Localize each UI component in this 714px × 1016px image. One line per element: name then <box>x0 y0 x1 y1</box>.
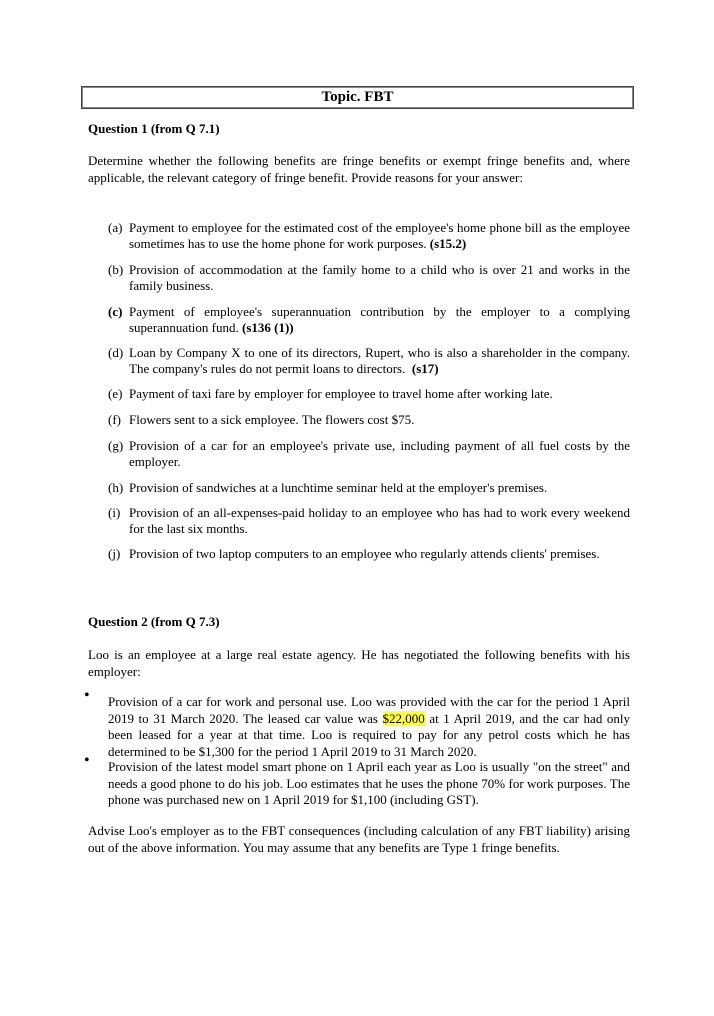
highlighted-value: $22,000 <box>382 710 425 726</box>
list-item-f: (f) Flowers sent to a sick employee. The flowers cost $75. <box>108 412 415 427</box>
list-item-g: (g) Provision of a car for an employee's private use, including payment of all fuel costs by the employer. <box>108 438 630 469</box>
question-2-heading: Question 2 (from Q 7.3) <box>88 614 220 629</box>
question-1-heading: Question 1 (from Q 7.1) <box>88 121 220 136</box>
bullet-icon: • <box>84 752 90 769</box>
list-item-e: (e) Payment of taxi fare by employer for employee to travel home after working late. <box>108 386 553 401</box>
list-item-j: (j) Provision of two laptop computers to an employee who regularly attends clients' premises. <box>108 546 600 561</box>
list-item-h: (h) Provision of sandwiches at a lunchtime seminar held at the employer's premises. <box>108 480 548 495</box>
section-reference: (s15.2) <box>429 236 467 251</box>
topic-title: Topic. FBT <box>81 86 634 109</box>
bullet-item-car: • Provision of a car for work and personal use. Loo was provided with the car for the period 1 April 2019 to 31 March 2020. The leased car value was $22,000 at 1 April 2019, and the car had only been leased for a year at that time. Loo is required to pay for any petrol costs which he has determined to be $1,300 for the period 1 April 2019 to 31 March 2020. <box>84 687 630 759</box>
closing-instruction: Advise Loo's employer as to the FBT consequences (including calculation of any FBT liability) arising out of the above information. You may assume that any benefits are Type 1 fringe benefits. <box>88 823 630 855</box>
list-item-d: (d) Loan by Company X to one of its directors, Rupert, who is also a shareholder in the company. The company's rules do not permit loans to directors. (s17) <box>108 345 630 376</box>
bullet-icon: • <box>84 687 90 704</box>
section-reference: (s17) <box>411 361 439 376</box>
section-reference: (s136 (1)) <box>242 320 294 335</box>
list-item-i: (i) Provision of an all-expenses-paid holiday to an employee who has had to work every weekend for the last six months. <box>108 505 630 536</box>
list-item-c: (c) Payment of employee's superannuation contribution by the employer to a complying superannuation fund. (s136 (1)) <box>108 304 630 335</box>
list-item-a: (a) Payment to employee for the estimated cost of the employee's home phone bill as the employee sometimes has to use the home phone for work purposes. (s15.2) <box>108 220 630 251</box>
question-2-intro: Loo is an employee at a large real estate agency. He has negotiated the following benefits with his employer: <box>88 647 630 679</box>
bullet-item-phone: • Provision of the latest model smart phone on 1 April each year as Loo is usually "on the street" and needs a good phone to do his job. Loo estimates that he uses the phone 70% for work purposes. The phone was purchased new on 1 April 2019 for $1,100 (including GST). <box>84 752 630 807</box>
list-item-b: (b) Provision of accommodation at the family home to a child who is over 21 and works in the family business. <box>108 262 630 293</box>
question-1-intro: Determine whether the following benefits are fringe benefits or exempt fringe benefits and, where applicable, the relevant category of fringe benefit. Provide reasons for your answer: <box>88 153 630 185</box>
